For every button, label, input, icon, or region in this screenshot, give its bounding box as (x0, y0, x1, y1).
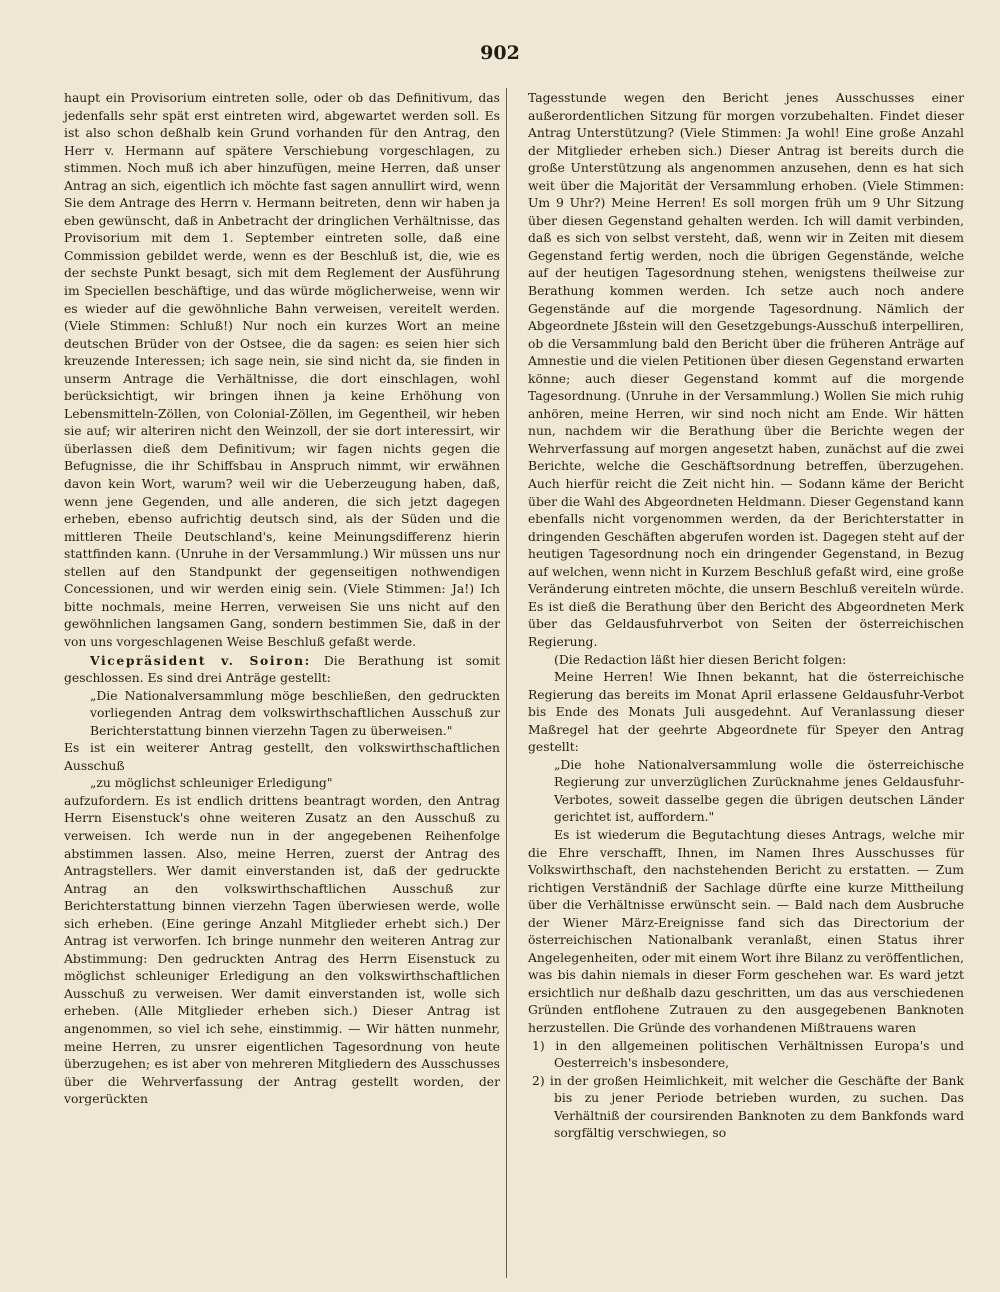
paragraph-text: Die Berathung ist somit geschlossen. Es sind drei Anträge gestellt: (64, 653, 500, 686)
list-item: 2) in der großen Heimlichkeit, mit welcher die Geschäfte der Bank bis zu jener Periode betrieben wurden, zu suchen. Das Verhältniß der coursirenden Banknoten zu dem Bankfonds ward sorgfältig verschwiegen, so (532, 1073, 964, 1141)
paragraph-speaker (64, 652, 500, 688)
list-item: 1) in den allgemeinen politischen Verhältnissen Europa's und Oesterreich's insbesondere, (532, 1038, 964, 1071)
speaker-name: Vicepräsident v. Soiron: (90, 652, 311, 668)
paragraph: Es ist wiederum die Begutachtung dieses Antrags, welche mir die Ehre verschafft, Ihnen, im Namen Ihres Ausschusses für Volkswirthschaft, den nachstehenden Bericht zu erstatten. — Zum richtigen Verständniß der Sachlage dürfte eine kurze Mittheilung über die Verhältnisse erwünscht sein. — Bald nach dem Ausbruche der Wiener März-Ereignisse fand sich das Directorium der österreichischen Nationalbank veranlaßt, einen Status ihrer Angelegenheiten, oder mit einem Wort ihre Bilanz zu veröffentlichen, was bis dahin niemals in dieser Form geschehen war. Es ward jetzt ersichtlich nur deßhalb dazu geschritten, um das aus verschiedenen Gründen entflohene Zutrauen zu den ausgegebenen Banknoten herzustellen. Die Gründe des vorhandenen Mißtrauens waren (528, 827, 964, 1035)
right-column (528, 90, 964, 1143)
quoted-motion: „Die hohe Nationalversammlung wolle die österreichische Regierung zur unverzüglichen Zurücknahme jenes Geldausfuhr-Verbotes, soweit dasselbe gegen die übrigen deutschen Länder gerichtet ist, auffordern." (554, 757, 964, 825)
column-divider (506, 88, 507, 1278)
quoted-motion: „Die Nationalversammlung möge beschließen, den gedruckten vorliegenden Antrag dem volkswirthschaftlichen Ausschuß zur Berichterstattung binnen vierzehn Tagen zu überweisen." (90, 688, 500, 738)
editorial-note: (Die Redaction läßt hier diesen Bericht folgen: (554, 652, 847, 667)
quoted-motion: „zu möglichst schleuniger Erledigung" (90, 776, 333, 791)
paragraph: Meine Herren! Wie Ihnen bekannt, hat die österreichische Regierung das bereits im Monat April erlassene Geldausfuhr-Verbot bis Ende des Monats Juli ausgedehnt. Auf Veranlassung dieser Maßregel hat der geehrte Abgeordnete für Speyer den Antrag gestellt: (528, 670, 964, 755)
paragraph: haupt ein Provisorium eintreten solle, oder ob das Definitivum, das jedenfalls sehr spät erst eintreten wird, abgewartet werden soll. Es ist also schon deßhalb kein Grund vorhanden für den Antrag, den Herr v. Hermann auf spätere Verschiebung vorgeschlagen, zu stimmen. Noch muß ich aber hinzufügen, meine Herren, daß unser Antrag an sich, eigentlich ich möchte fast sagen annullirt wird, wenn Sie dem Antrage des Herrn v. Hermann beitreten, denn wir haben ja eben gewünscht, daß in Anbetracht der dringlichen Verhältnisse, das Provisorium mit dem 1. September eintreten solle, daß eine Commission gebildet werde, wenn es der Beschluß ist, die, wie es der sechste Punkt besagt, sich mit dem Reglement der Ausführung im Speciellen beschäftige, und das würde möglicherweise, wenn wir es wieder auf die gewöhnliche Bahn verweisen, vereitelt werden. (Viele Stimmen: Schluß!) Nur noch ein kurzes Wort an meine deutschen Brüder von der Ostsee, die da sagen: es seien hier sich kreuzende Interessen; ich sage nein, sie sind nicht da, sie finden in unserm Antrage die Verhältnisse, die dort einschlagen, wohl berücksichtigt, wir bringen ihnen ja keine Erhöhung von Lebensmitteln-Zöllen, von Colonial-Zöllen, im Gegentheil, wir heben sie auf; wir alteriren nicht den Weinzoll, der sie dort interessirt, wir überlassen dieß dem Definitivum; wir fagen nichts gegen die Befugnisse, die ihr Schiffsbau in Anspruch nimmt, wir erwähnen davon kein Wort, warum? weil wir die Ueberzeugung haben, daß, wenn jene Gegenden, und alle anderen, die sich jetzt dagegen erheben, ebenso aufrichtig deutsch sind, als der Süden und die mittleren Theile Deutschland's, keine Meinungsdifferenz hierin stattfinden kann. (Unruhe in der Versammlung.) Wir müssen uns nur stellen auf den Standpunkt der gegenseitigen nothwendigen Concessionen, und wir werden einig sein. (Viele Stimmen: Ja!) Ich bitte nochmals, meine Herren, verweisen Sie uns nicht auf den gewöhnlichen langsamen Gang, sondern bestimmen Sie, daß in der von uns vorgeschlagenen Weise Beschluß gefaßt werde. (64, 91, 500, 649)
paragraph: Es ist ein weiterer Antrag gestellt, den volkswirthschaftlichen Ausschuß (64, 741, 500, 773)
left-column (64, 90, 500, 1109)
paragraph: Tagesstunde wegen den Bericht jenes Ausschusses einer außerordentlichen Sitzung für morgen vorzubehalten. Findet dieser Antrag Unterstützung? (Viele Stimmen: Ja wohl! Eine große Anzahl der Mitglieder erheben sich.) Dieser Antrag ist bereits durch die große Unterstützung als angenommen anzusehen, denn es hat sich weit über die Majorität der Versammlung erhoben. (Viele Stimmen: Um 9 Uhr?) Meine Herren! Es soll morgen früh um 9 Uhr Sitzung über diesen Gegenstand gehalten werden. Ich will damit verbinden, daß es sich von selbst versteht, daß, wenn wir in Zeiten mit diesem Gegenstand fertig werden, noch die übrigen Gegenstände, welche auf der heutigen Tagesordnung stehen, wenigstens theilweise zur Berathung kommen werden. Ich setze auch noch andere Gegenstände auf die morgende Tagesordnung. Nämlich der Abgeordnete Jßstein will den Gesetzgebungs-Ausschuß interpelliren, ob die Versammlung bald den Bericht über die früheren Anträge auf Amnestie und die vielen Petitionen über diesen Gegenstand erwarten könne; auch dieser Gegenstand kommt auf die morgende Tagesordnung. (Unruhe in der Versammlung.) Wollen Sie mich ruhig anhören, meine Herren, wir sind noch nicht am Ende. Wir hätten nun, nachdem wir die Berathung über die Berichte wegen der Wehrverfassung auf morgen angesetzt haben, zunächst auf die zwei Berichte, welche die Geschäftsordnung betreffen, überzugehen. Auch hierfür reicht die Zeit nicht hin. — Sodann käme der Bericht über die Wahl des Abgeordneten Heldmann. Dieser Gegenstand kann ebenfalls nicht vorgenommen werden, da der Berichterstatter in dringenden Geschäften abgerufen worden ist. Dagegen steht auf der heutigen Tagesordnung noch ein dringender Gegenstand, in Bezug auf welchen, wenn nicht in Kurzem Beschluß gefaßt wird, eine große Veränderung eintreten möchte, die unsern Beschluß vereiteln würde. Es ist dieß die Berathung über den Bericht des Abgeordneten Merk über das Geldausfuhrverbot von Seiten der österreichischen Regierung. (528, 91, 964, 649)
paragraph: aufzufordern. Es ist endlich drittens beantragt worden, den Antrag Herrn Eisenstuck's ohne weiteren Zusatz an den Ausschuß zu verweisen. Ich werde nun in der angegebenen Reihenfolge abstimmen lassen. Also, meine Herren, zuerst der Antrag des Antragstellers. Wer damit einverstanden ist, daß der gedruckte Antrag an den volkswirthschaftlichen Ausschuß zur Berichterstattung binnen vierzehn Tagen überwiesen werde, wolle sich erheben. (Eine geringe Anzahl Mitglieder erhebt sich.) Der Antrag ist verworfen. Ich bringe nunmehr den weiteren Antrag zur Abstimmung: Den gedruckten Antrag des Herrn Eisenstuck zu möglichst schleuniger Erledigung an den volkswirthschaftlichen Ausschuß zu verweisen. Wer damit einverstanden ist, wolle sich erheben. (Alle Mitglieder erheben sich.) Dieser Antrag ist angenommen, so viel ich sehe, einstimmig. — Wir hätten nunmehr, meine Herren, zu unsrer eigentlichen Tagesordnung von heute überzugehen; es ist aber von mehreren Mitgliedern des Ausschusses über die Wehrverfassung der Antrag gestellt worden, der vorgerückten (64, 793, 500, 1107)
page-number: 902 (480, 42, 520, 64)
